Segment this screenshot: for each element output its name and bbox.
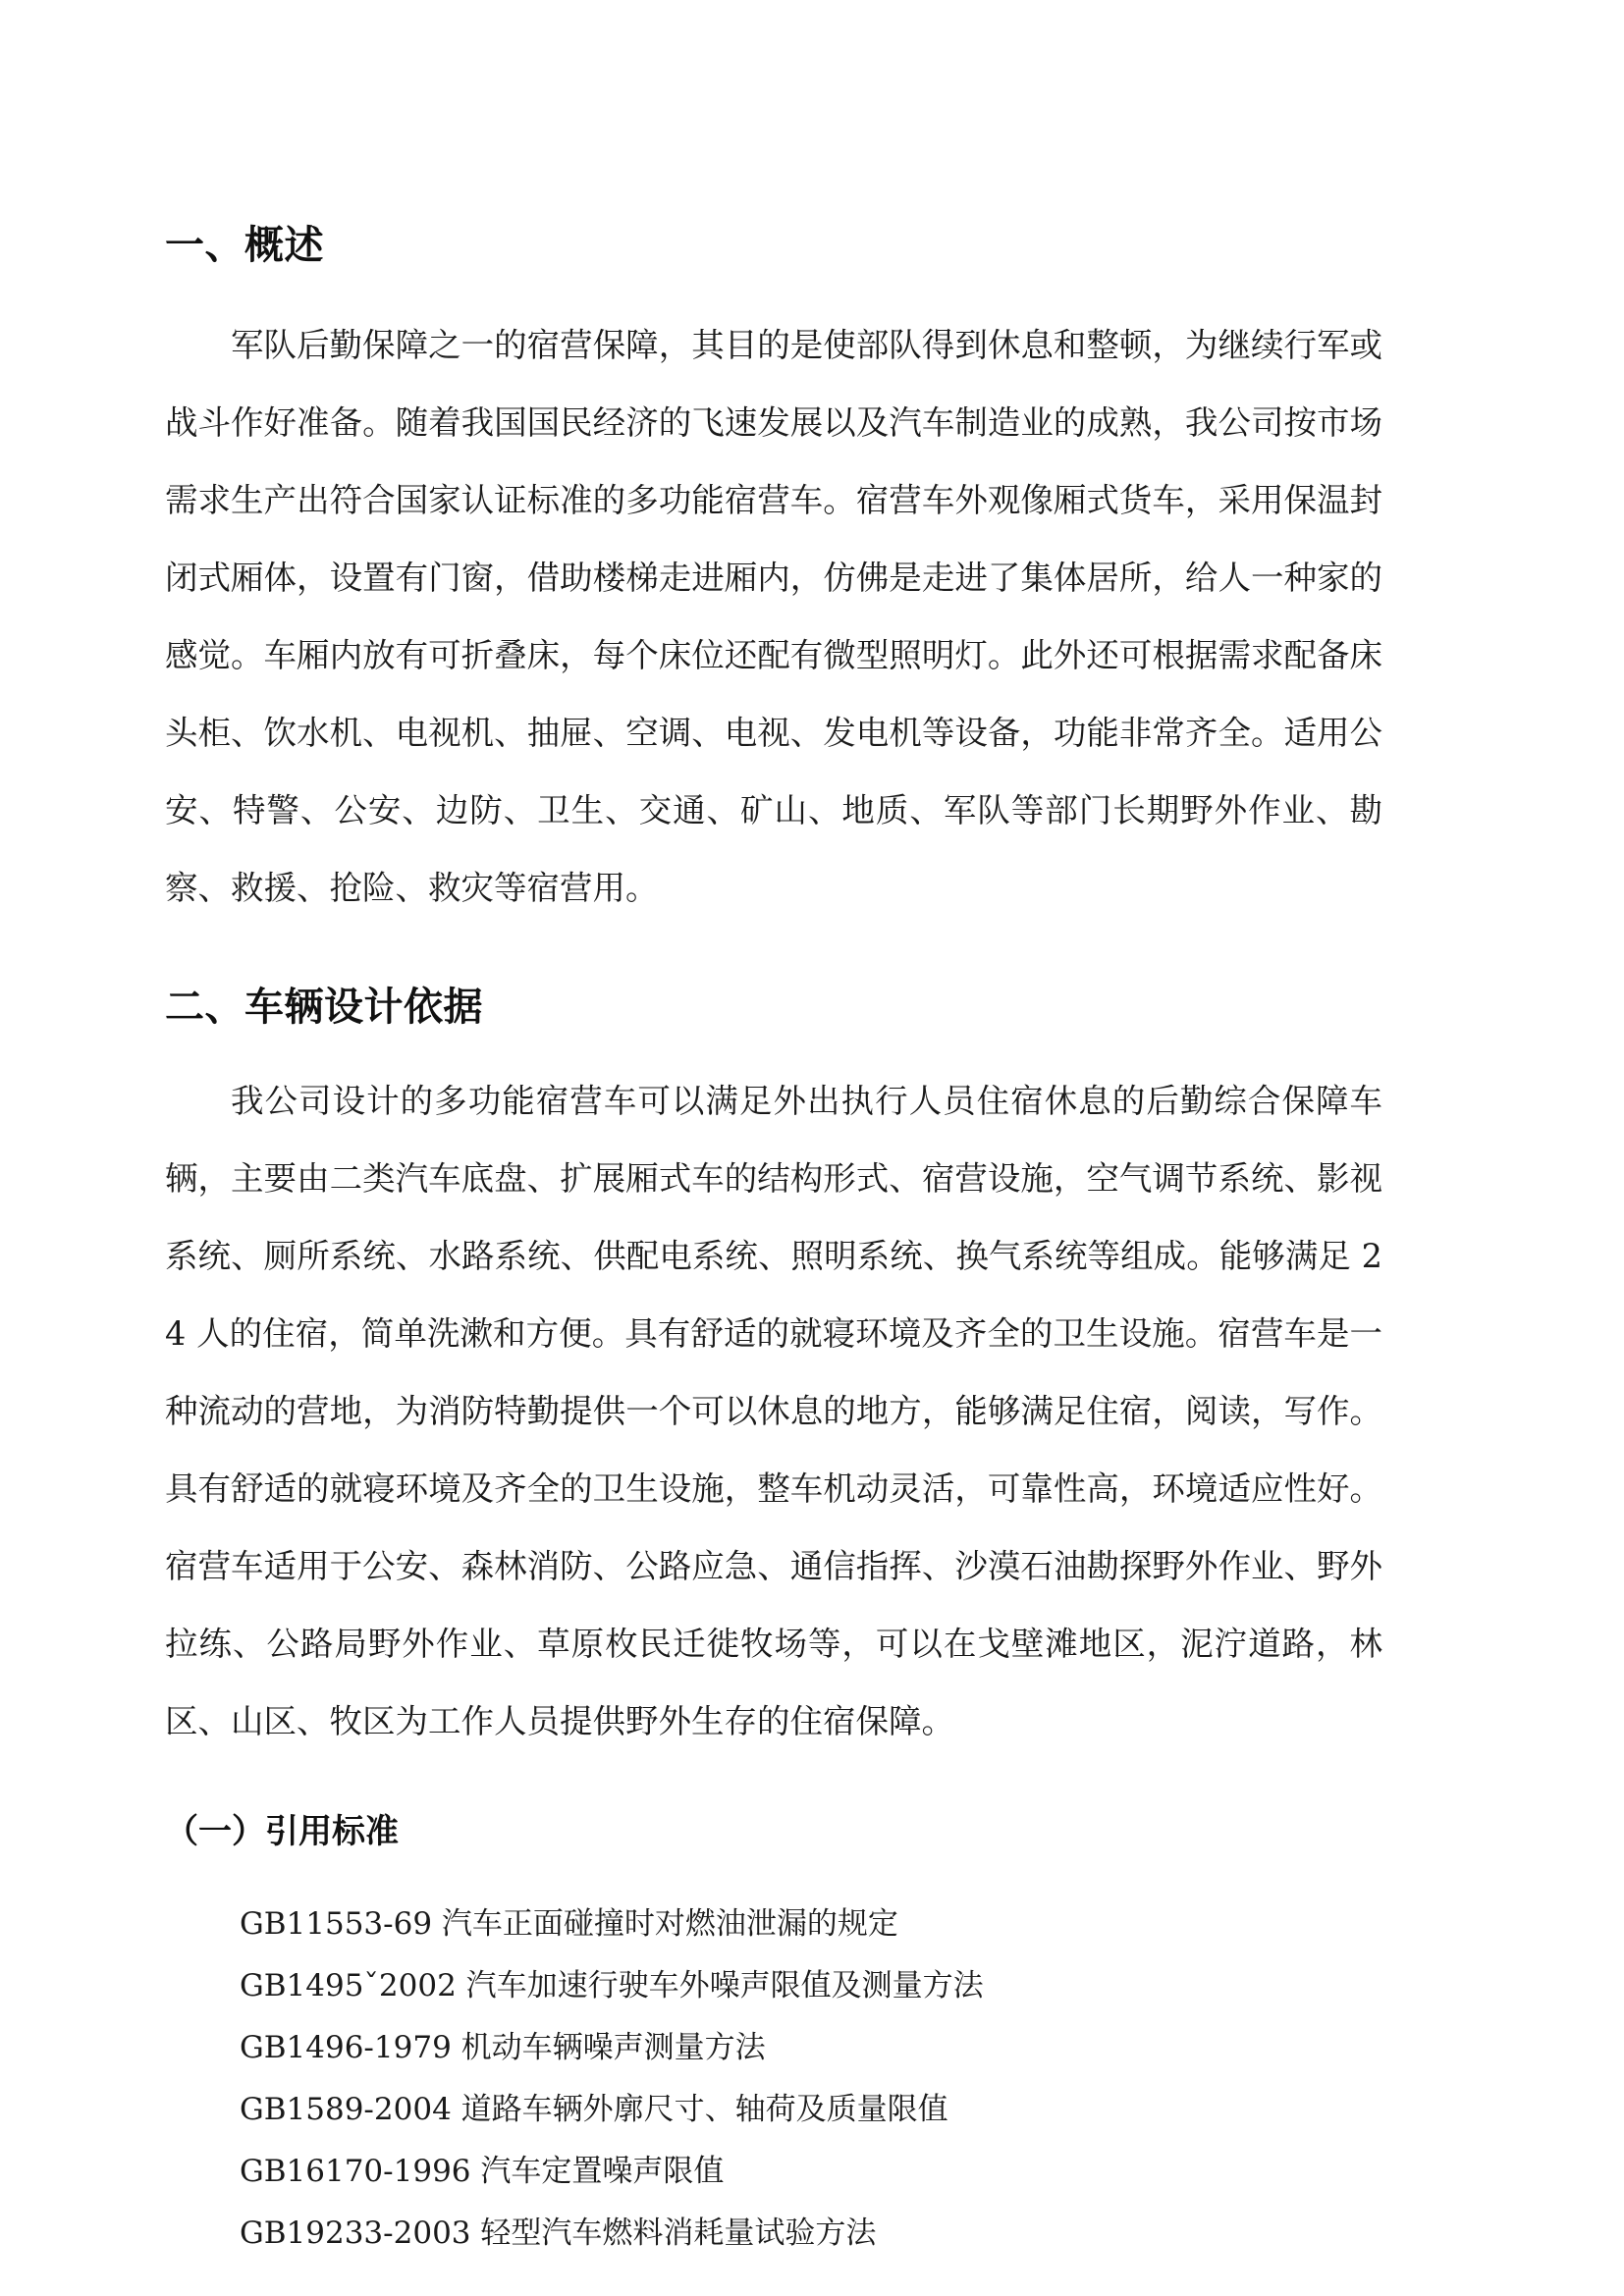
- referenced-standards-list: [165, 1894, 1382, 2265]
- list-item: GB11553-69 汽车正面碰撞时对燃油泄漏的规定: [240, 1906, 898, 1942]
- section-body-overview: 军队后勤保障之一的宿营保障，其目的是使部队得到休息和整顿，为继续行军或战斗作好准备。随着我国国民经济的飞速发展以及汽车制造业的成熟，我公司按市场需求生产出符合国家认证标准的多功能宿营车。宿营车外观像厢式货车，采用保温封闭式厢体，设置有门窗，借助楼梯走进厢内，仿佛是走进了集体居所，给人一种家的感觉。车厢内放有可折叠床，每个床位还配有微型照明灯。此外还可根据需求配备床头柜、饮水机、电视机、抽屉、空调、电视、发电机等设备，功能非常齐全。适用公安、特警、公安、边防、卫生、交通、矿山、地质、军队等部门长期野外作业、勘察、救援、抢险、救灾等宿营用。: [165, 326, 1382, 907]
- subsection-heading-referenced-standards: （一）引用标准: [165, 1812, 399, 1851]
- list-item: GB1496-1979 机动车辆噪声测量方法: [240, 2030, 766, 2065]
- section-heading-overview: 一、概述: [165, 223, 324, 268]
- list-item: GB19233-2003 轻型汽车燃料消耗量试验方法: [240, 2216, 877, 2251]
- list-item: GB1495ˇ2002 汽车加速行驶车外噪声限值及测量方法: [240, 1968, 984, 2003]
- section-spacer: [165, 1760, 1382, 1815]
- list-item: GB16170-1996 汽车定置噪声限值: [240, 2154, 725, 2189]
- section-body-design-basis: 我公司设计的多功能宿营车可以满足外出执行人员住宿休息的后勤综合保障车辆，主要由二类汽车底盘、扩展厢式车的结构形式、宿营设施，空气调节系统、影视系统、厕所系统、水路系统、供配电系统、照明系统、换气系统等组成。能够满足 24 人的住宿，简单洗漱和方便。具有舒适的就寝环境及齐全的卫生设施。宿营车是一种流动的营地，为消防特勤提供一个可以休息的地方，能够满足住宿，阅读，写作。具有舒适的就寝环境及齐全的卫生设施，整车机动灵活，可靠性高，环境适应性好。宿营车适用于公安、森林消防、公路应急、通信指挥、沙漠石油勘探野外作业、野外拉练、公路局野外作业、草原枚民迁徙牧场等，可以在戈壁滩地区，泥泞道路，林区、山区、牧区为工作人员提供野外生存的住宿保障。: [165, 1082, 1382, 1740]
- document-content: [165, 128, 1382, 2265]
- list-item: GB1589-2004 道路车辆外廓尺寸、轴荷及质量限值: [240, 2092, 948, 2127]
- section-heading-design-basis: 二、车辆设计依据: [165, 985, 483, 1030]
